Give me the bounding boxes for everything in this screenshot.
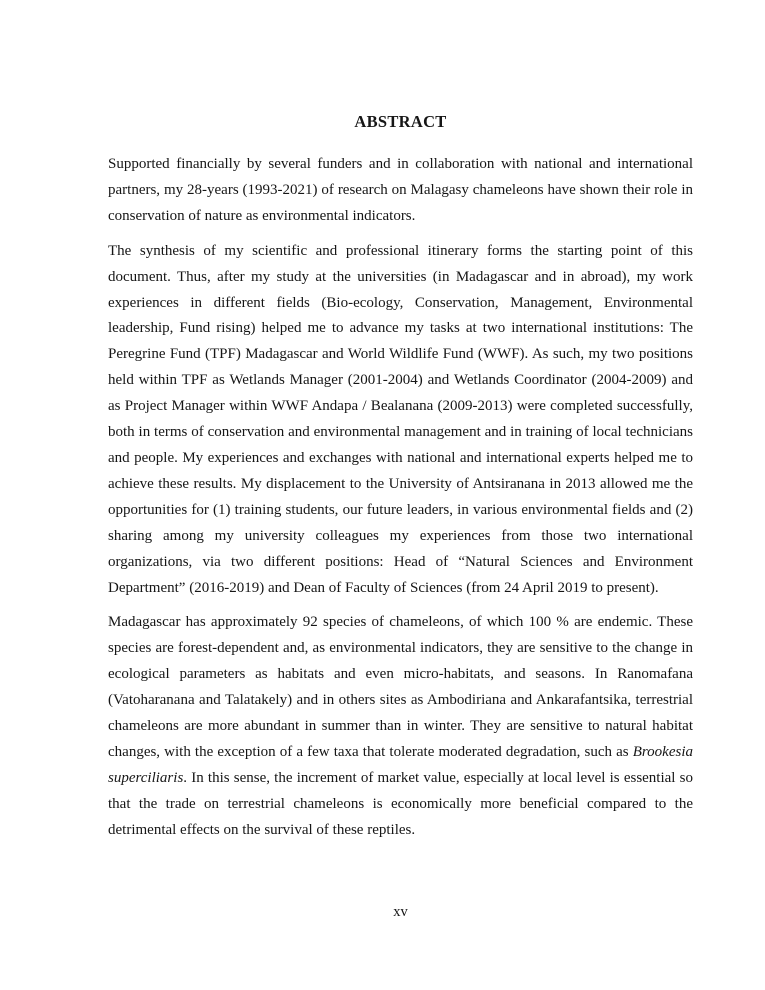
page-number: xv xyxy=(393,904,408,920)
page-footer xyxy=(108,904,693,921)
paragraph-3-text-before: Madagascar has approximately 92 species of chameleons, of which 100 % are endemic. These species are forest-dependent and, as environmental indicators, they are sensitive to the change in ecological parameters as habitats and even micro-habitats, and seasons. In Ranomafana (Vatoharanana and Talatakely) and in others sites as Ambodiriana and Ankarafantsika, terrestrial chameleons are more abundant in summer than in winter. They are sensitive to natural habitat changes, with the exception of a few taxa that tolerate moderated degradation, such as xyxy=(108,614,693,760)
abstract-paragraph-2: The synthesis of my scientific and professional itinerary forms the starting point of this document. Thus, after my study at the universities (in Madagascar and in abroad), my work experiences in different fields (Bio-ecology, Conservation, Management, Environmental leadership, Fund rising) helped me to advance my tasks at two international institutions: The Peregrine Fund (TPF) Madagascar and World Wildlife Fund (WWF). As such, my two positions held within TPF as Wetlands Manager (2001-2004) and Wetlands Coordinator (2004-2009) and as Project Manager within WWF Andapa / Bealanana (2009-2013) were completed successfully, both in terms of conservation and environmental management and in training of local technicians and people. My experiences and exchanges with national and international experts helped me to achieve these results. My displacement to the University of Antsiranana in 2013 allowed me the opportunities for (1) training students, our future leaders, in various environmental fields and (2) sharing among my university colleagues my experiences from those two international organizations, via two different positions: Head of “Natural Sciences and Environment Department” (2016-2019) and Dean of Faculty of Sciences (from 24 April 2019 to present). xyxy=(108,242,693,596)
abstract-paragraph-3 xyxy=(108,610,693,843)
page-title: ABSTRACT xyxy=(354,112,447,131)
paragraph-3-text-after: . In this sense, the increment of market value, especially at local level is essential so that the trade on terrestrial chameleons is economically more beneficial compared to the detrimental effects on the survival of these reptiles. xyxy=(108,769,693,838)
species-name-italic: Brookesia superciliaris xyxy=(108,743,693,786)
abstract-content xyxy=(108,112,693,853)
abstract-paragraph-1: Supported financially by several funders and in collaboration with national and international partners, my 28-years (1993-2021) of research on Malagasy chameleons have shown their role in conservation of nature as environmental indicators. xyxy=(108,156,693,224)
